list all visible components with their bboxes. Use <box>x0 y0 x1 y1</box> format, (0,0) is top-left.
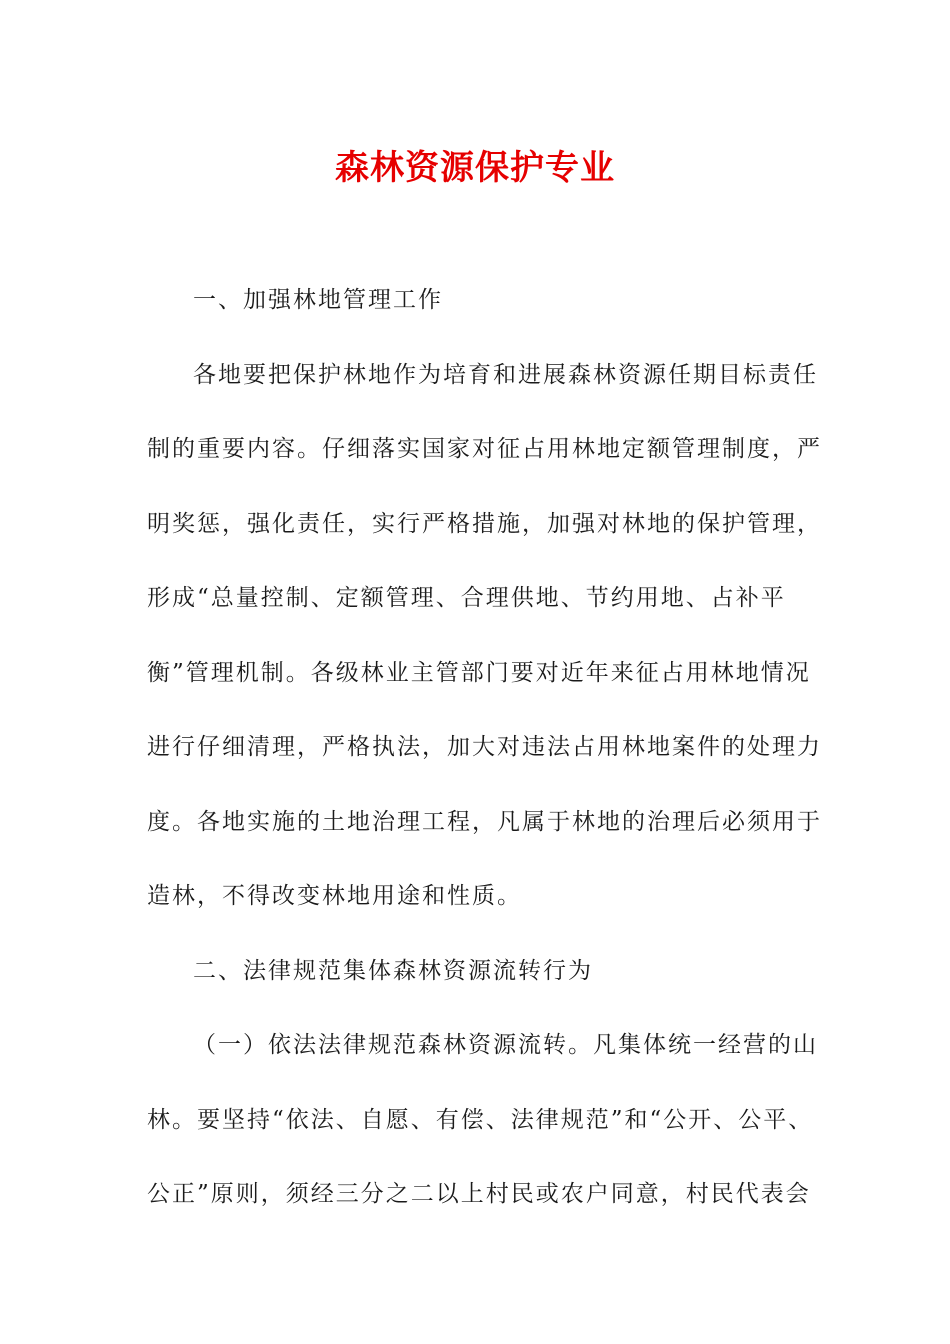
body-line: 衡”管理机制。各级林业主管部门要对近年来征占用林地情况 <box>147 659 811 686</box>
document-title: 森林资源保护专业 <box>335 148 615 188</box>
body-line: 形成“总量控制、定额管理、合理供地、节约用地、占补平 <box>147 585 786 611</box>
body-line: 二、法律规范集体森林资源流转行为 <box>193 957 593 984</box>
body-line: （一）依法法律规范森林资源流转。凡集体统一经营的山 <box>193 1032 818 1058</box>
document-body <box>147 280 822 1249</box>
body-line: 一、加强林地管理工作 <box>193 287 443 313</box>
body-line: 林。要坚持“依法、自愿、有偿、法律规范”和“公开、公平、 <box>147 1106 814 1133</box>
body-line: 明奖惩，强化责任，实行严格措施，加强对林地的保护管理， <box>147 510 822 537</box>
body-line: 公正”原则，须经三分之二以上村民或农户同意，村民代表会 <box>147 1181 811 1207</box>
body-line: 各地要把保护林地作为培育和进展森林资源任期目标责任 <box>193 361 818 388</box>
body-line: 度。各地实施的土地治理工程，凡属于林地的治理后必须用于 <box>147 808 822 835</box>
body-line: 进行仔细清理，严格执法，加大对违法占用林地案件的处理力 <box>147 734 822 760</box>
body-line: 制的重要内容。仔细落实国家对征占用林地定额管理制度，严 <box>147 436 822 462</box>
body-line: 造林，不得改变林地用途和性质。 <box>147 883 522 909</box>
